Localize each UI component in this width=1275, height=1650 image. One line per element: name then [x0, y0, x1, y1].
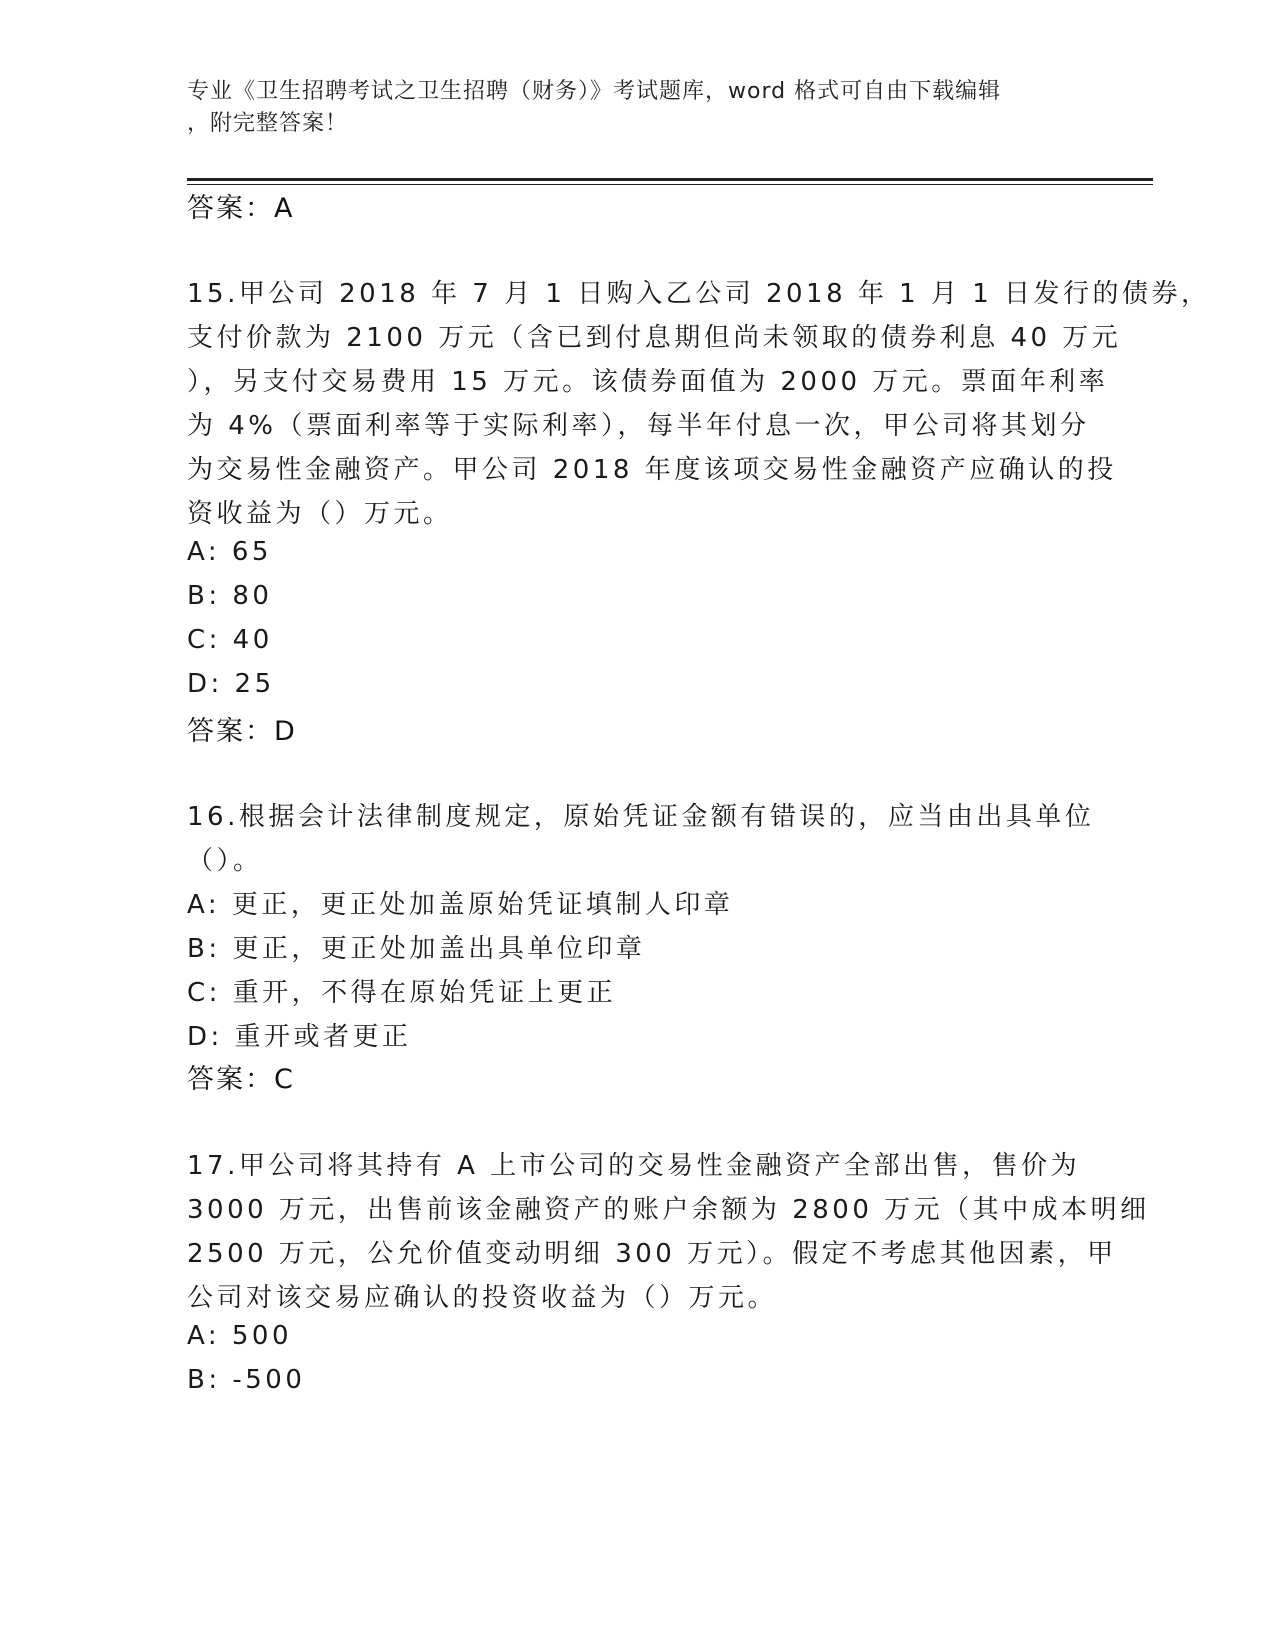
- question-16-option-c: C: 重开，不得在原始凭证上更正: [187, 978, 617, 1008]
- question-17-option-b: B: -500: [187, 1365, 306, 1395]
- question-16-option-b: B: 更正，更正处加盖出具单位印章: [187, 934, 646, 964]
- question-15-line-6: 资收益为（）万元。: [187, 499, 453, 529]
- question-15-option-a: A: 65: [187, 537, 272, 567]
- question-15-line-1: 15.甲公司 2018 年 7 月 1 日购入乙公司 2018 年 1 月 1 日发行的债券，: [187, 279, 1211, 309]
- question-16-option-d: D: 重开或者更正: [187, 1022, 412, 1052]
- question-16-option-a: A: 更正，更正处加盖原始凭证填制人印章: [187, 890, 734, 920]
- question-16-answer: 答案：C: [187, 1064, 295, 1095]
- header-divider-thick: [187, 178, 1153, 181]
- header-line-1: 专业《卫生招聘考试之卫生招聘（财务）》考试题库，word 格式可自由下载编辑: [187, 79, 1002, 104]
- question-17-line-4: 公司对该交易应确认的投资收益为（）万元。: [187, 1283, 778, 1313]
- question-16-line-1: 16.根据会计法律制度规定，原始凭证金额有错误的，应当由出具单位: [187, 802, 1095, 832]
- header-line-2: ，附完整答案！: [187, 111, 349, 136]
- question-15-line-3: ），另支付交易费用 15 万元。该债券面值为 2000 万元。票面年利率: [187, 367, 1109, 397]
- question-15-option-c: C: 40: [187, 625, 273, 655]
- question-15-line-5: 为交易性金融资产。甲公司 2018 年度该项交易性金融资产应确认的投: [187, 455, 1117, 485]
- question-17-line-3: 2500 万元，公允价值变动明细 300 万元）。假定不考虑其他因素，甲: [187, 1239, 1117, 1269]
- question-15-option-d: D: 25: [187, 669, 275, 699]
- question-15-line-4: 为 4%（票面利率等于实际利率），每半年付息一次，甲公司将其划分: [187, 411, 1090, 441]
- header-divider-thin: [187, 184, 1153, 185]
- question-15-option-b: B: 80: [187, 581, 273, 611]
- question-15-answer: 答案：D: [187, 716, 297, 747]
- question-17-option-a: A: 500: [187, 1321, 292, 1351]
- document-header: [187, 76, 1087, 140]
- question-16-line-2: （）。: [187, 846, 263, 876]
- question-15-line-2: 支付价款为 2100 万元（含已到付息期但尚未领取的债券利息 40 万元: [187, 323, 1122, 353]
- answer-line: 答案：A: [187, 193, 295, 224]
- question-17-line-1: 17.甲公司将其持有 A 上市公司的交易性金融资产全部出售，售价为: [187, 1151, 1081, 1181]
- question-17-line-2: 3000 万元，出售前该金融资产的账户余额为 2800 万元（其中成本明细: [187, 1195, 1150, 1225]
